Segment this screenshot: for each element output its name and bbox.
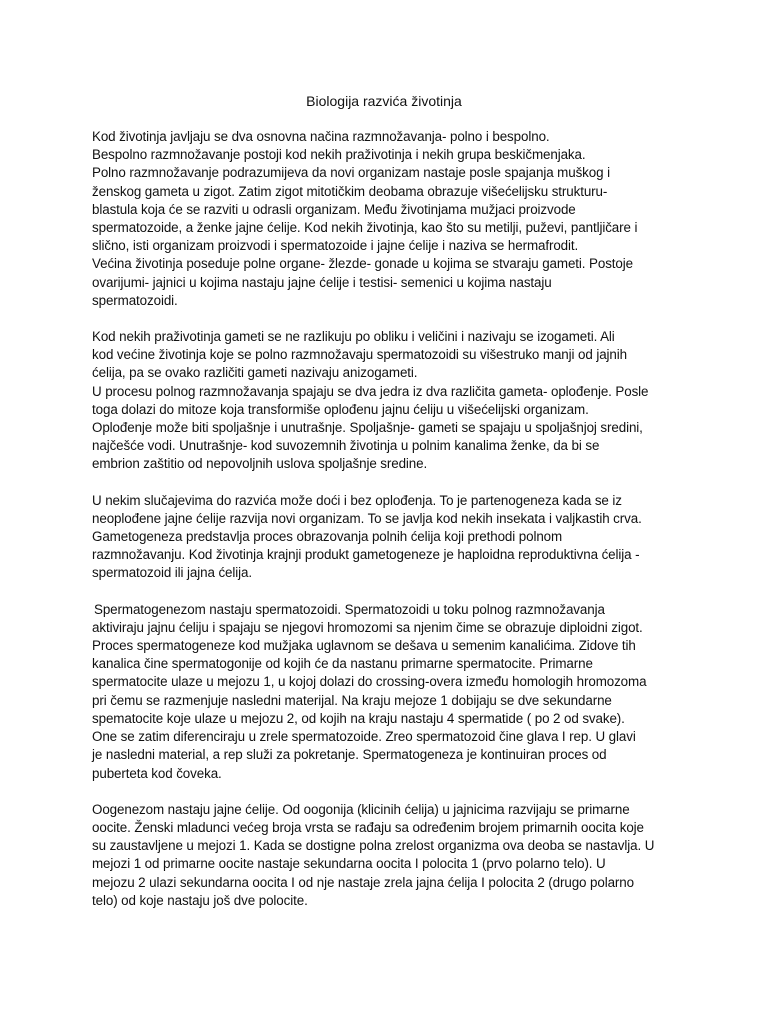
paragraph-reproduction-overview — [92, 128, 732, 310]
paragraph-spermatogenesis — [92, 601, 732, 783]
text-line: Kod životinja javljaju se dva osnovna načina razmnožavanja- polno i bespolno. — [92, 129, 550, 144]
paragraph-oogenesis — [92, 801, 732, 910]
text-line: kod većine životinja koje se polno razmnožavaju spermatozoidi su višestruko manji od jajnih — [92, 347, 627, 363]
text-line: embrion zaštitio od nepovoljnih uslova spoljašnje sredine. — [92, 456, 428, 472]
text-line: spermatozoide, a ženke jajne ćelije. Kod nekih životinja, kao što su metilji, puževi, pantljičare i — [92, 220, 638, 236]
text-line: ženskog gameta u zigot. Zatim zigot mitotičkim deobama obrazuje višećelijsku strukturu- — [92, 183, 608, 199]
text-line: je nasledni material, a rep služi za pokretanje. Spermatogeneza je kontinuiran proces od — [92, 747, 607, 763]
text-line: Spermatogenezom nastaju spermatozoidi. Spermatozoidi u toku polnog razmnožavanja — [94, 601, 605, 617]
document-title: Biologija razvića životinja — [306, 93, 462, 109]
text-line: telo) od koje nastaju još dve polocite. — [92, 892, 308, 908]
text-line: blastula koja će se razviti u odrasli organizam. Među životinjama mužjaci proizvode — [92, 201, 576, 217]
text-line: neoplođene jajne ćelije razvija novi organizam. To se javlja kod nekih insekata i valjkastih crva. — [92, 510, 642, 526]
text-line: Oplođenje može biti spoljašnje i unutrašnje. Spoljašnje- gameti se spajaju u spoljašnjoj sredini, — [92, 420, 643, 436]
text-line: U nekim slučajevima do razvića može doći i bez oplođenja. To je partenogeneza kada se iz — [92, 492, 622, 508]
text-line: Većina životinja poseduje polne organe- žlezde- gonade u kojima se stvaraju gameti. Postoje — [92, 256, 633, 272]
text-line: Polno razmnožavanje podrazumijeva da novi organizam nastaje posle spajanja muškog i — [92, 165, 610, 181]
text-line: kanalica čine spermatogonije od kojih će da nastanu primarne spermatocite. Primarne — [92, 656, 593, 672]
text-line: slično, isti organizam proizvodi i spermatozoide i jajne ćelije i naziva se hermafrodit. — [92, 238, 579, 254]
text-line: aktiviraju jajnu ćeliju i spajaju se njegovi hromozomi sa njenim čime se obrazuje diploidni zigot. — [92, 619, 643, 635]
text-line: Oogenezom nastaju jajne ćelije. Od oogonija (klicinih ćelija) u jajnicima razvijaju se primarne — [92, 801, 630, 817]
text-line: ovarijumi- jajnici u kojima nastaju jajne ćelije i testisi- semenici u kojima nastaju — [92, 274, 552, 290]
text-line: najčešće vodi. Unutrašnje- kod suvozemnih životinja u polnim kanalima ženke, da bi se — [92, 438, 600, 454]
text-line: Gametogeneza predstavlja proces obrazovanja polnih ćelija koji prethodi polnom — [92, 529, 563, 545]
text-line: razmnožavanju. Kod životinja krajnji produkt gametogeneze je haploidna reproduktivna ćelija - — [92, 547, 640, 563]
text-line: U procesu polnog razmnožavanja spajaju se dva jedra iz dva različita gameta- oplođenje. Posle — [92, 383, 649, 399]
text-line: spermatozoidi. — [92, 292, 178, 308]
text-line: spermatocite ulaze u mejozu 1, u kojoj dolazi do crossing-overa između homologih hromozoma — [92, 674, 647, 690]
text-line: oocite. Ženski mladunci većeg broja vrsta se rađaju sa određenim brojem primarnih oocita koje — [92, 819, 644, 835]
text-line: pri čemu se razmenjuje nasledni materijal. Na kraju mejoze 1 dobijaju se dve sekundarne — [92, 692, 612, 708]
text-line: mejozi 1 od primarne oocite nastaje sekundarna oocita I polocita 1 (prvo polarno telo). U — [92, 856, 606, 872]
text-line: toga dolazi do mitoze koja transformiše oplođenu jajnu ćeliju u višećelijski organizam. — [92, 401, 589, 417]
text-line: One se zatim diferenciraju u zrele spermatozoide. Zreo spermatozoid čine glava I rep. U glavi — [92, 729, 636, 745]
text-line: puberteta kod čoveka. — [92, 765, 222, 781]
text-line: ćelija, pa se ovako različiti gameti nazivaju anizogameti. — [92, 365, 418, 381]
text-line: Bespolno razmnožavanje postoji kod nekih praživotinja i nekih grupa beskičmenjaka. — [92, 147, 586, 163]
text-line: spermatozoid ili jajna ćelija. — [92, 565, 252, 581]
document-body — [92, 128, 732, 928]
paragraph-gametes-fertilization — [92, 328, 732, 474]
text-line: Kod nekih praživotinja gameti se ne razlikuju po obliku i veličini i nazivaju se izogameti. Ali — [92, 329, 615, 345]
text-line: su zaustavljene u mejozi 1. Kada se dostigne polna zrelost organizma ova deoba se nastavlja. U — [92, 838, 655, 854]
text-line: Proces spermatogeneze kod mužjaka uglavnom se dešava u semenim kanalićima. Zidove tih — [92, 638, 636, 654]
text-line: mejozu 2 ulazi sekundarna oocita I od nje nastaje zrela jajna ćelija I polocita 2 (drugo polarno — [92, 874, 634, 890]
text-line: spematocite koje ulaze u mejozu 2, od kojih na kraju nastaju 4 spermatide ( po 2 od svake). — [92, 710, 625, 726]
paragraph-parthenogenesis — [92, 492, 732, 583]
